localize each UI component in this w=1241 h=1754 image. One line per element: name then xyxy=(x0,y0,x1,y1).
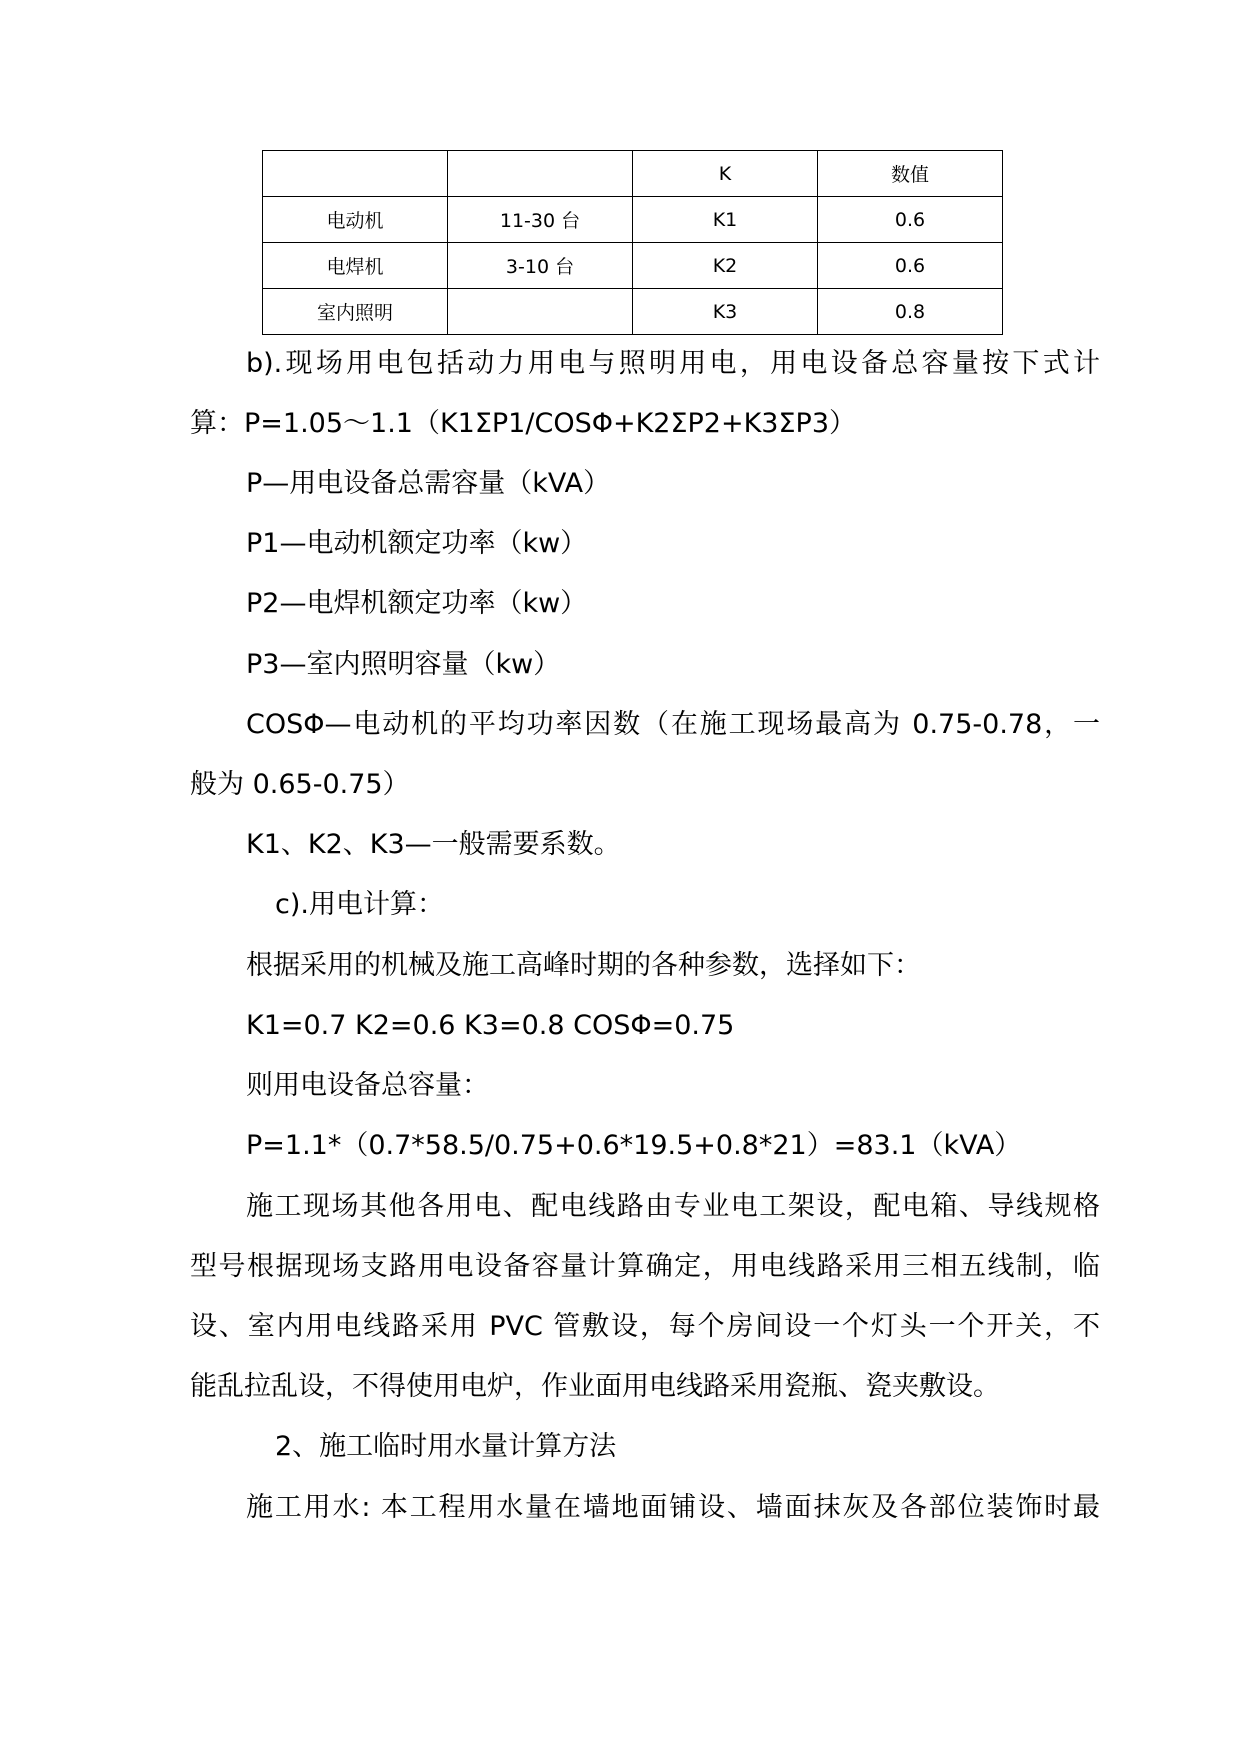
paragraph-line: 根据采用的机械及施工高峰时期的各种参数，选择如下： xyxy=(246,950,921,981)
table-cell: 3-10 台 xyxy=(448,243,633,289)
paragraph-line: 般为 0.65-0.75） xyxy=(190,769,410,800)
table-cell: K3 xyxy=(633,289,818,335)
table-cell: 0.8 xyxy=(818,289,1003,335)
table-cell: 0.6 xyxy=(818,243,1003,289)
paragraph-line: K1=0.7 K2=0.6 K3=0.8 COSΦ=0.75 xyxy=(246,1010,735,1041)
paragraph-line: 设、室内用电线路采用 PVC 管敷设，每个房间设一个灯头一个开关，不 xyxy=(190,1311,1100,1342)
paragraph-line: 算：P=1.05～1.1（K1ΣP1/COSΦ+K2ΣP2+K3ΣP3） xyxy=(190,408,857,439)
table-cell: 电动机 xyxy=(263,197,448,243)
paragraph-line: P1—电动机额定功率（kw） xyxy=(246,528,588,559)
paragraph-line: c).用电计算： xyxy=(275,889,444,920)
coefficient-table xyxy=(262,150,1003,335)
paragraph-line: 能乱拉乱设，不得使用电炉，作业面用电线路采用瓷瓶、瓷夹敷设。 xyxy=(190,1371,1000,1402)
table-cell: K1 xyxy=(633,197,818,243)
table-cell: K2 xyxy=(633,243,818,289)
table-cell: 电焊机 xyxy=(263,243,448,289)
paragraph-line: COSΦ—电动机的平均功率因数（在施工现场最高为 0.75-0.78，一 xyxy=(246,709,1100,740)
table-cell xyxy=(448,151,633,197)
table-row xyxy=(263,197,1003,243)
paragraph-line: K1、K2、K3—一般需要系数。 xyxy=(246,829,621,860)
table-cell: 0.6 xyxy=(818,197,1003,243)
paragraph-line: 施工现场其他各用电、配电线路由专业电工架设，配电箱、导线规格 xyxy=(246,1191,1100,1222)
paragraph-line: 施工用水: 本工程用水量在墙地面铺设、墙面抹灰及各部位装饰时最 xyxy=(246,1492,1100,1523)
paragraph-line: 型号根据现场支路用电设备容量计算确定，用电线路采用三相五线制，临 xyxy=(190,1251,1100,1282)
table-cell xyxy=(263,151,448,197)
paragraph-line: P2—电焊机额定功率（kw） xyxy=(246,588,588,619)
table-row xyxy=(263,289,1003,335)
paragraph-line: P3—室内照明容量（kw） xyxy=(246,649,561,680)
table-cell: K xyxy=(633,151,818,197)
paragraph-line: P=1.1*（0.7*58.5/0.75+0.6*19.5+0.8*21）=83.1（kVA） xyxy=(246,1130,1022,1161)
paragraph-line: 则用电设备总容量： xyxy=(246,1070,489,1101)
section-heading: 2、施工临时用水量计算方法 xyxy=(275,1431,617,1462)
table-cell: 11-30 台 xyxy=(448,197,633,243)
paragraph-line: P—用电设备总需容量（kVA） xyxy=(246,468,611,499)
table-cell xyxy=(448,289,633,335)
table-cell: 室内照明 xyxy=(263,289,448,335)
table-row xyxy=(263,151,1003,197)
table-row xyxy=(263,243,1003,289)
table-cell: 数值 xyxy=(818,151,1003,197)
paragraph-line: b).现场用电包括动力用电与照明用电，用电设备总容量按下式计 xyxy=(246,348,1100,379)
